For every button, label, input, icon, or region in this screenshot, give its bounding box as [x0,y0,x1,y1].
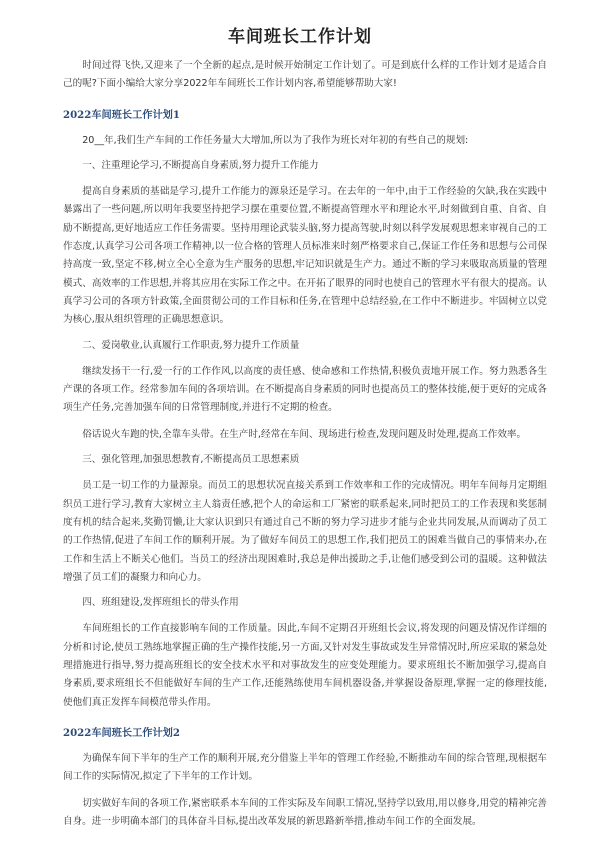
plan1-heading: 2022车间班长工作计划1 [63,108,180,121]
page-title: 车间班长工作计划 [228,27,372,47]
section1-body: 提高自身素质的基础是学习,提升工作能力的源泉还是学习。在去年的一年中,由于工作经验的欠缺,我在实践中暴露出了一些问题,所以明年我要坚持把学习摆在重要位置,不断提高管理水平和理论水平,时刻做到自重、自省、自励不断提高,更好地适应工作任务需要。坚持用理论武装头脑,努力提高驾驶,时刻以科学发展观思想来审视自己的工作态度,认真学习公司各项工作精神,以一位合格的管理人员标准来时刻严格要求自己,保证工作任务和思想与公司保持高度一致,坚定不移,树立全心全意为生产服务的思想,牢记知识就是生产力。通过不断的学习来吸取高质量的管理模式、高效率的工作思想,并将其应用在实际工作之中。在开拓了眼界的同时也使自己的管理水平有很大的提高。认真学习公司的各项方针政策,全面贯彻公司的工作目标和任务,在管理中总结经验,在工作中不断进步。牢固树立以党为核心,服从组织管理的正确思想意识。 [63,186,547,326]
section3-body: 员工是一切工作的力量源泉。而员工的思想状况直接关系到工作效率和工作的完成情况。明年车间每月定期组织员工进行学习,教育大家树立主人翁责任感,把个人的命运和工厂紧密的联系起来,同时把员工的工作表现和奖惩制度有机的结合起来,奖勤罚懒,让大家认识到只有通过自己不断的努力学习进步才能与企业共同发展,从而调动了员工的工作热情,促进了车间工作的顺利开展。为了做好车间员工的思想工作,我们把员工的困难当做自己的事情来办,在工作和生活上不断关心他们。当员工的经济出现困难时,我总是伸出援助之手,让他们感受到公司的温暖。这种做法增强了员工们的凝聚力和向心力。 [63,480,547,583]
plan2-heading: 2022车间班长工作计划2 [63,726,180,739]
section4-body: 车间班组长的工作直接影响车间的工作质量。因此,车间不定期召开班组长会议,将发现的问题及情况作详细的分析和讨论,使员工熟练地掌握正确的生产操作技能,另一方面,又针对发生事故或发生异常情况时,所应采取的紧急处理措施进行指导,努力提高班组长的安全技术水平和对事故发生的应变处理能力。要求班组长不断加强学习,提高自身素质,要求班组长不但能做好车间的生产工作,还能熟练使用车间机器设备,并掌握设备原理,掌握一定的修理技能,使他们真正发挥车间模范带头作用。 [63,623,547,708]
section1-title: 一、注重理论学习,不断提高自身素质,努力提升工作能力 [82,159,319,171]
section4-title: 四、班组建设,发挥班组长的带头作用 [82,597,239,609]
section2-body1: 继续发扬干一行,爱一行的工作作风,以高度的责任感、使命感和工作热情,积极负责地开展工作。努力熟悉各生产课的各项工作。经常参加车间的各项培训。在不断提高自身素质的同时也提高员工的整体技能,便于更好的完成各项生产任务,完善加强车间的日常管理制度,并进行不定期的检查。 [63,365,547,414]
plan1-opening: 20__年,我们生产车间的工作任务量大大增加,所以为了我作为班长对年初的有些自己的规划: [82,134,469,146]
section2-body2: 俗话说火车跑的快,全靠车头带。在生产时,经常在车间、现场进行检查,发现问题及时处理,提高工作效率。 [82,428,527,440]
section2-title: 二、爱岗敬业,认真履行工作职责,努力提升工作质量 [82,339,300,351]
document-body [63,57,547,831]
section3-title: 三、强化管理,加强思想教育,不断提高员工思想素质 [82,454,300,466]
plan2-paragraph2: 切实做好车间的各项工作,紧密联系本车间的工作实际及车间职工情况,坚持学以致用,用以修身,用党的精神完善自身。进一步明确本部门的具体奋斗目标,提出改革发展的新思路新举措,推动车间工作的全面发展。 [63,797,547,827]
plan2-paragraph1: 为确保车间下半年的生产工作的顺利开展,充分借鉴上半年的管理工作经验,不断推动车间的综合管理,现根据车间工作的实际情况,拟定了下半年的工作计划。 [63,752,547,783]
intro-paragraph: 时间过得飞快,又迎来了一个全新的起点,是时候开始制定工作计划了。可是到底什么样的工作计划才是适合自己的呢?下面小编给大家分享2022年车间班长工作计划内容,希望能够帮助大家! [63,60,547,90]
